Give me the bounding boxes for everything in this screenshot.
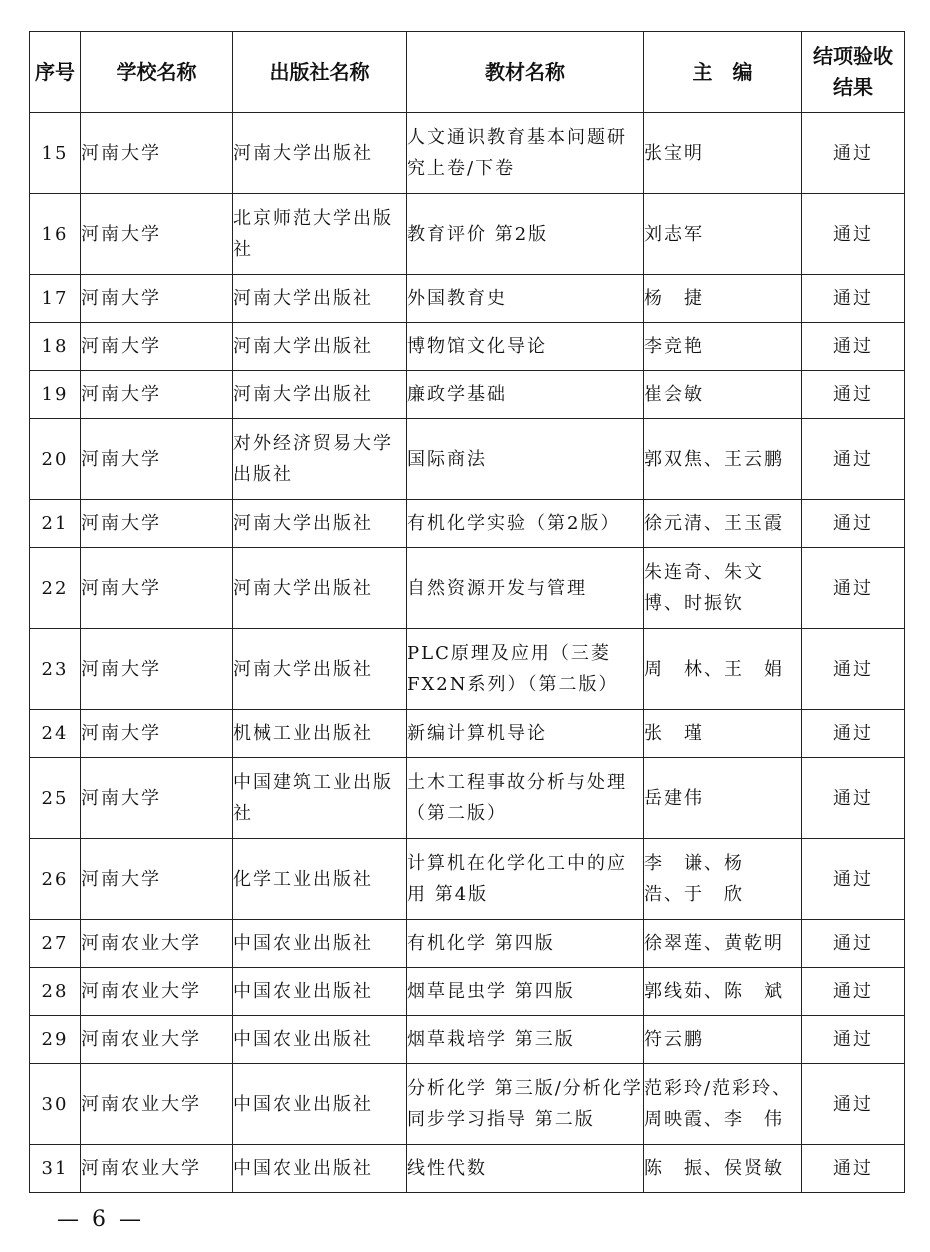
cell-result: 通过 (802, 194, 905, 275)
cell-school: 河南大学 (81, 419, 233, 500)
cell-school: 河南大学 (81, 758, 233, 839)
cell-editor: 周 林、王 娟 (644, 629, 802, 710)
cell-editor: 范彩玲/范彩玲、周映霞、李 伟 (644, 1064, 802, 1145)
cell-publisher: 河南大学出版社 (233, 500, 407, 548)
cell-no: 20 (30, 419, 81, 500)
cell-no: 16 (30, 194, 81, 275)
cell-no: 28 (30, 968, 81, 1016)
cell-publisher: 河南大学出版社 (233, 548, 407, 629)
cell-publisher: 中国农业出版社 (233, 1145, 407, 1193)
cell-result: 通过 (802, 323, 905, 371)
cell-publisher: 化学工业出版社 (233, 839, 407, 920)
cell-publisher: 机械工业出版社 (233, 710, 407, 758)
cell-textbook: 新编计算机导论 (407, 710, 644, 758)
table-row (30, 968, 905, 1016)
cell-school: 河南大学 (81, 194, 233, 275)
cell-result: 通过 (802, 629, 905, 710)
header-publisher: 出版社名称 (233, 32, 407, 113)
cell-school: 河南大学 (81, 629, 233, 710)
cell-result: 通过 (802, 839, 905, 920)
table-row (30, 113, 905, 194)
cell-editor: 郭双焦、王云鹏 (644, 419, 802, 500)
cell-result: 通过 (802, 1145, 905, 1193)
header-row (30, 32, 905, 113)
cell-school: 河南大学 (81, 710, 233, 758)
cell-school: 河南农业大学 (81, 1016, 233, 1064)
cell-no: 17 (30, 275, 81, 323)
cell-result: 通过 (802, 968, 905, 1016)
table-row (30, 548, 905, 629)
cell-no: 18 (30, 323, 81, 371)
cell-textbook: 分析化学 第三版/分析化学同步学习指导 第二版 (407, 1064, 644, 1145)
cell-editor: 符云鹏 (644, 1016, 802, 1064)
header-no: 序号 (30, 32, 81, 113)
cell-textbook: 土木工程事故分析与处理（第二版） (407, 758, 644, 839)
cell-no: 21 (30, 500, 81, 548)
cell-result: 通过 (802, 113, 905, 194)
table-row (30, 629, 905, 710)
cell-textbook: 廉政学基础 (407, 371, 644, 419)
table-row (30, 275, 905, 323)
cell-textbook: 烟草栽培学 第三版 (407, 1016, 644, 1064)
cell-no: 15 (30, 113, 81, 194)
cell-no: 23 (30, 629, 81, 710)
cell-editor: 徐元清、王玉霞 (644, 500, 802, 548)
cell-school: 河南农业大学 (81, 968, 233, 1016)
cell-publisher: 中国农业出版社 (233, 1064, 407, 1145)
cell-no: 26 (30, 839, 81, 920)
cell-publisher: 河南大学出版社 (233, 113, 407, 194)
cell-result: 通过 (802, 1016, 905, 1064)
cell-editor: 徐翠莲、黄乾明 (644, 920, 802, 968)
cell-result: 通过 (802, 275, 905, 323)
cell-textbook: PLC原理及应用（三菱FX2N系列）（第二版） (407, 629, 644, 710)
cell-publisher: 对外经济贸易大学出版社 (233, 419, 407, 500)
cell-result: 通过 (802, 710, 905, 758)
cell-result: 通过 (802, 419, 905, 500)
cell-no: 24 (30, 710, 81, 758)
cell-result: 通过 (802, 758, 905, 839)
cell-textbook: 有机化学 第四版 (407, 920, 644, 968)
cell-result: 通过 (802, 1064, 905, 1145)
cell-no: 29 (30, 1016, 81, 1064)
cell-editor: 李 谦、杨 浩、于 欣 (644, 839, 802, 920)
table-body (30, 113, 905, 1193)
cell-school: 河南大学 (81, 113, 233, 194)
cell-publisher: 河南大学出版社 (233, 323, 407, 371)
cell-result: 通过 (802, 548, 905, 629)
cell-textbook: 国际商法 (407, 419, 644, 500)
table-row (30, 758, 905, 839)
cell-no: 22 (30, 548, 81, 629)
cell-editor: 杨 捷 (644, 275, 802, 323)
cell-editor: 崔会敏 (644, 371, 802, 419)
cell-textbook: 计算机在化学化工中的应用 第4版 (407, 839, 644, 920)
cell-no: 27 (30, 920, 81, 968)
cell-publisher: 河南大学出版社 (233, 275, 407, 323)
cell-school: 河南农业大学 (81, 1145, 233, 1193)
cell-result: 通过 (802, 920, 905, 968)
cell-editor: 李竞艳 (644, 323, 802, 371)
cell-textbook: 线性代数 (407, 1145, 644, 1193)
table-row (30, 839, 905, 920)
cell-editor: 郭线茹、陈 斌 (644, 968, 802, 1016)
header-school: 学校名称 (81, 32, 233, 113)
table-row (30, 1016, 905, 1064)
cell-publisher: 中国农业出版社 (233, 920, 407, 968)
page-number: — 6 — (57, 1207, 144, 1232)
cell-publisher: 中国农业出版社 (233, 1016, 407, 1064)
table-row (30, 371, 905, 419)
cell-editor: 岳建伟 (644, 758, 802, 839)
cell-textbook: 烟草昆虫学 第四版 (407, 968, 644, 1016)
cell-school: 河南农业大学 (81, 920, 233, 968)
textbook-acceptance-table (29, 31, 905, 1193)
cell-no: 25 (30, 758, 81, 839)
cell-editor: 张 瑾 (644, 710, 802, 758)
cell-publisher: 河南大学出版社 (233, 371, 407, 419)
table-row (30, 1064, 905, 1145)
cell-result: 通过 (802, 500, 905, 548)
table-row (30, 1145, 905, 1193)
cell-textbook: 教育评价 第2版 (407, 194, 644, 275)
table-row (30, 419, 905, 500)
cell-school: 河南大学 (81, 275, 233, 323)
cell-textbook: 自然资源开发与管理 (407, 548, 644, 629)
cell-editor: 张宝明 (644, 113, 802, 194)
cell-result: 通过 (802, 371, 905, 419)
table-row (30, 323, 905, 371)
cell-school: 河南大学 (81, 500, 233, 548)
cell-publisher: 河南大学出版社 (233, 629, 407, 710)
cell-textbook: 人文通识教育基本问题研究上卷/下卷 (407, 113, 644, 194)
cell-publisher: 北京师范大学出版社 (233, 194, 407, 275)
cell-school: 河南大学 (81, 548, 233, 629)
cell-school: 河南大学 (81, 371, 233, 419)
cell-textbook: 有机化学实验（第2版） (407, 500, 644, 548)
cell-textbook: 外国教育史 (407, 275, 644, 323)
table-row (30, 710, 905, 758)
cell-publisher: 中国建筑工业出版社 (233, 758, 407, 839)
cell-school: 河南大学 (81, 839, 233, 920)
cell-editor: 陈 振、侯贤敏 (644, 1145, 802, 1193)
table-row (30, 194, 905, 275)
header-textbook: 教材名称 (407, 32, 644, 113)
cell-editor: 朱连奇、朱文博、时振钦 (644, 548, 802, 629)
cell-school: 河南农业大学 (81, 1064, 233, 1145)
cell-no: 31 (30, 1145, 81, 1193)
cell-no: 30 (30, 1064, 81, 1145)
cell-editor: 刘志军 (644, 194, 802, 275)
header-editor: 主 编 (644, 32, 802, 113)
header-result: 结项验收结果 (802, 32, 905, 113)
table-row (30, 920, 905, 968)
cell-no: 19 (30, 371, 81, 419)
cell-publisher: 中国农业出版社 (233, 968, 407, 1016)
table-row (30, 500, 905, 548)
cell-school: 河南大学 (81, 323, 233, 371)
cell-textbook: 博物馆文化导论 (407, 323, 644, 371)
